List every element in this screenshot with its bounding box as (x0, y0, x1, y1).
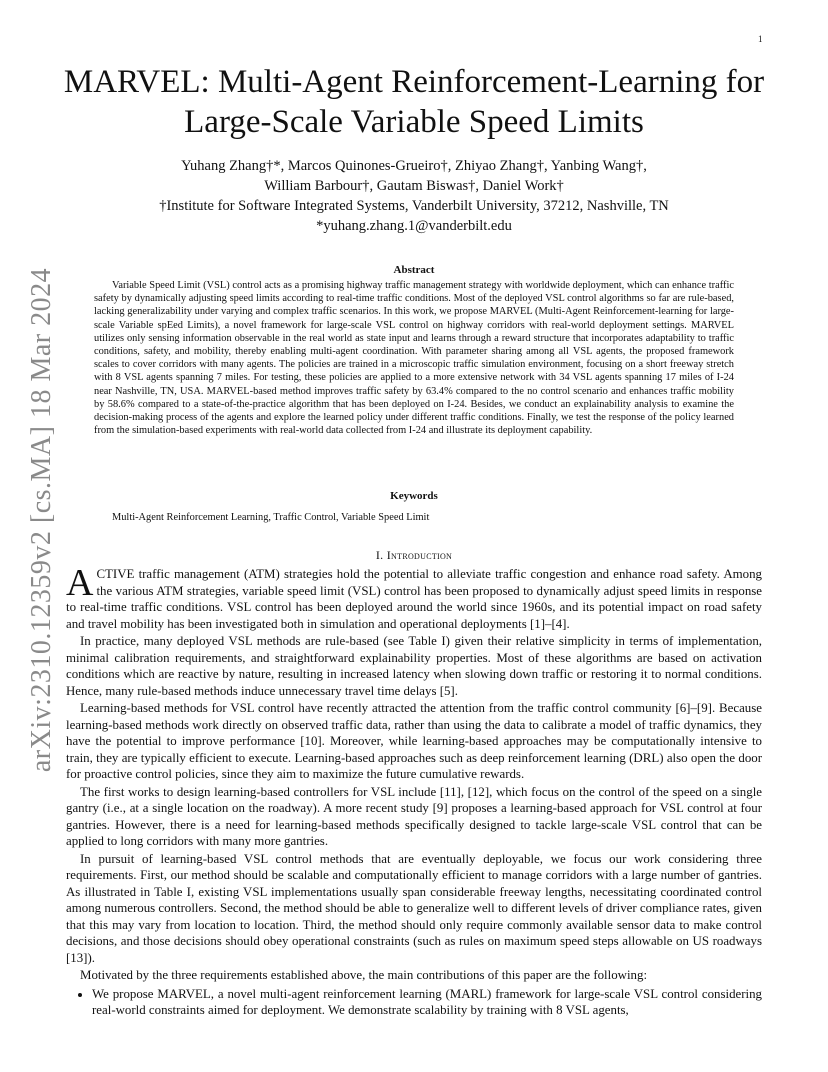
section-heading (0, 548, 828, 563)
contribution-list (66, 986, 762, 1019)
arxiv-identifier (22, 267, 62, 773)
keywords-heading: Keywords (390, 490, 438, 502)
arxiv-identifier-text: arXiv:2310.12359v2 [cs.MA] 18 Mar 2024 (26, 267, 57, 773)
body-text (66, 562, 762, 1019)
section-number: I. (375, 548, 387, 562)
author-line-1: Yuhang Zhang†*, Marcos Quinones-Grueiro†, Zhiyao Zhang†, Yanbing Wang†, (181, 158, 647, 174)
paragraph: In pursuit of learning-based VSL control methods that are eventually deployable, we focus our work considering three requirements. First, our method should be scalable and computationally efficient to manage corridors with a large number of gantries. As illustrated in Table I, existing VSL implementations usually span considerable freeway lengths, necessitating coordinated control among numerous controllers. Second, the method should be able to generalize well to different levels of driver compliance rates, given that this may vary from location to location. Third, the method should only require commonly available sensor data to make control decisions, and those decisions should obey operational constraints (such as rules on maximum speed steps allowable on US roadways [13]). (66, 851, 762, 965)
abstract-text: Variable Speed Limit (VSL) control acts as a promising highway traffic management strategy with worldwide deployment, which can enhance traffic safety by dynamically adjusting speed limits according to real-time traffic conditions. Most of the deployed VSL control algorithms so far are rule-based, lacking generalizability under varying and complex traffic scenarios. In this work, we propose MARVEL (Multi-Agent Reinforcement-learning for large-scale Variable spEed Limits), a novel framework for large-scale VSL control on highway corridors with real-world deployment settings. MARVEL utilizes only sensing information observable in the real world as state input and learns through a reward structure that incorporates adaptability to traffic conditions, safety, and mobility, thereby enabling multi-agent coordination. With parameter sharing among all VSL agents, the proposed framework scales to cover corridors with many agents. The policies are trained in a microscopic traffic simulation environment, focusing on a short freeway stretch with 8 VSL agents spanning 7 miles. For testing, these policies are applied to a more extensive network with 34 VSL agents spanning 17 miles of I-24 near Nashville, TN, USA. MARVEL-based method improves traffic safety by 63.4% compared to the no control scenario and enhances traffic mobility by 58.6% compared to a state-of-the-practice algorithm that has been deployed on I-24. Besides, we conduct an explainability analysis to examine the decision-making process of the agents and explore the learned policy under different traffic conditions. Finally, we test the response of the policy learned from the simulation-based experiments with real-world data collected from I-24 and illustrate its deployment capability. (94, 280, 734, 437)
paragraph: Motivated by the three requirements established above, the main contributions of this paper are the following: (80, 968, 648, 982)
abstract-heading: Abstract (393, 264, 435, 276)
paragraph (66, 562, 762, 632)
drop-cap: A (66, 562, 94, 604)
contribution-item: • We propose MARVEL, a novel multi-agent reinforcement learning (MARL) framework for large-scale VSL control considering real-world constraints aimed for deployment. We demonstrate scalability by training with 8 VSL agents, (92, 986, 762, 1019)
section-title: Introduction (386, 548, 453, 562)
paragraph-text: CTIVE traffic management (ATM) strategies hold the potential to alleviate traffic congestion and enhance road safety. Among the various ATM strategies, variable speed limit (VSL) control has been proposed to dynamically adjust speed limits in response to real-time traffic conditions. VSL control has been deployed around the world since 1960s, and its potential impact on road safety and travel mobility has been investigated both in simulation and operational deployments [1]–[4]. (66, 567, 762, 631)
paper-title: MARVEL: Multi-Agent Reinforcement-Learning for Large-Scale Variable Speed Limits (63, 64, 765, 140)
paragraph: The first works to design learning-based controllers for VSL include [11], [12], which focus on the control of the speed on a single gantry (i.e., at a single location on the roadway). A more recent study [9] proposes a learning-based approach for VSL control at four gantries. However, there is a need for learning-based methods specifically designed to tackle large-scale VSL control that can be applied to long corridors with many more gantries. (66, 784, 762, 848)
author-block (100, 156, 728, 236)
email: *yuhang.zhang.1@vanderbilt.edu (316, 218, 512, 234)
page-number: 1 (758, 34, 763, 44)
affiliation: †Institute for Software Integrated Systems, Vanderbilt University, 37212, Nashville, TN (159, 198, 669, 214)
keywords-text: Multi-Agent Reinforcement Learning, Traffic Control, Variable Speed Limit (112, 512, 430, 523)
author-line-2: William Barbour†, Gautam Biswas†, Daniel Work† (264, 178, 564, 194)
paragraph: Learning-based methods for VSL control have recently attracted the attention from the traffic control community [6]–[9]. Because learning-based methods work directly on observed traffic data, rather than using the data to calibrate a model of traffic dynamics, they have the potential to improve performance [10]. Moreover, while learning-based approaches may be computationally intensive to train, they are typically efficient to execute. Learning-based approaches such as deep reinforcement learning (DRL) also open the door for proactive control policies, since they aim to maximize the future cumulative rewards. (66, 701, 762, 781)
paragraph: In practice, many deployed VSL methods are rule-based (see Table I) given their relative simplicity in terms of implementation, minimal calibration requirements, and straightforward explainability properties. Most of these algorithms are based on activation conditions which are reactive by nature, resulting in increased latency when slowing down traffic or restoring it to normal conditions. Hence, many rule-based methods induce unnecessary travel time delays [5]. (66, 634, 762, 698)
